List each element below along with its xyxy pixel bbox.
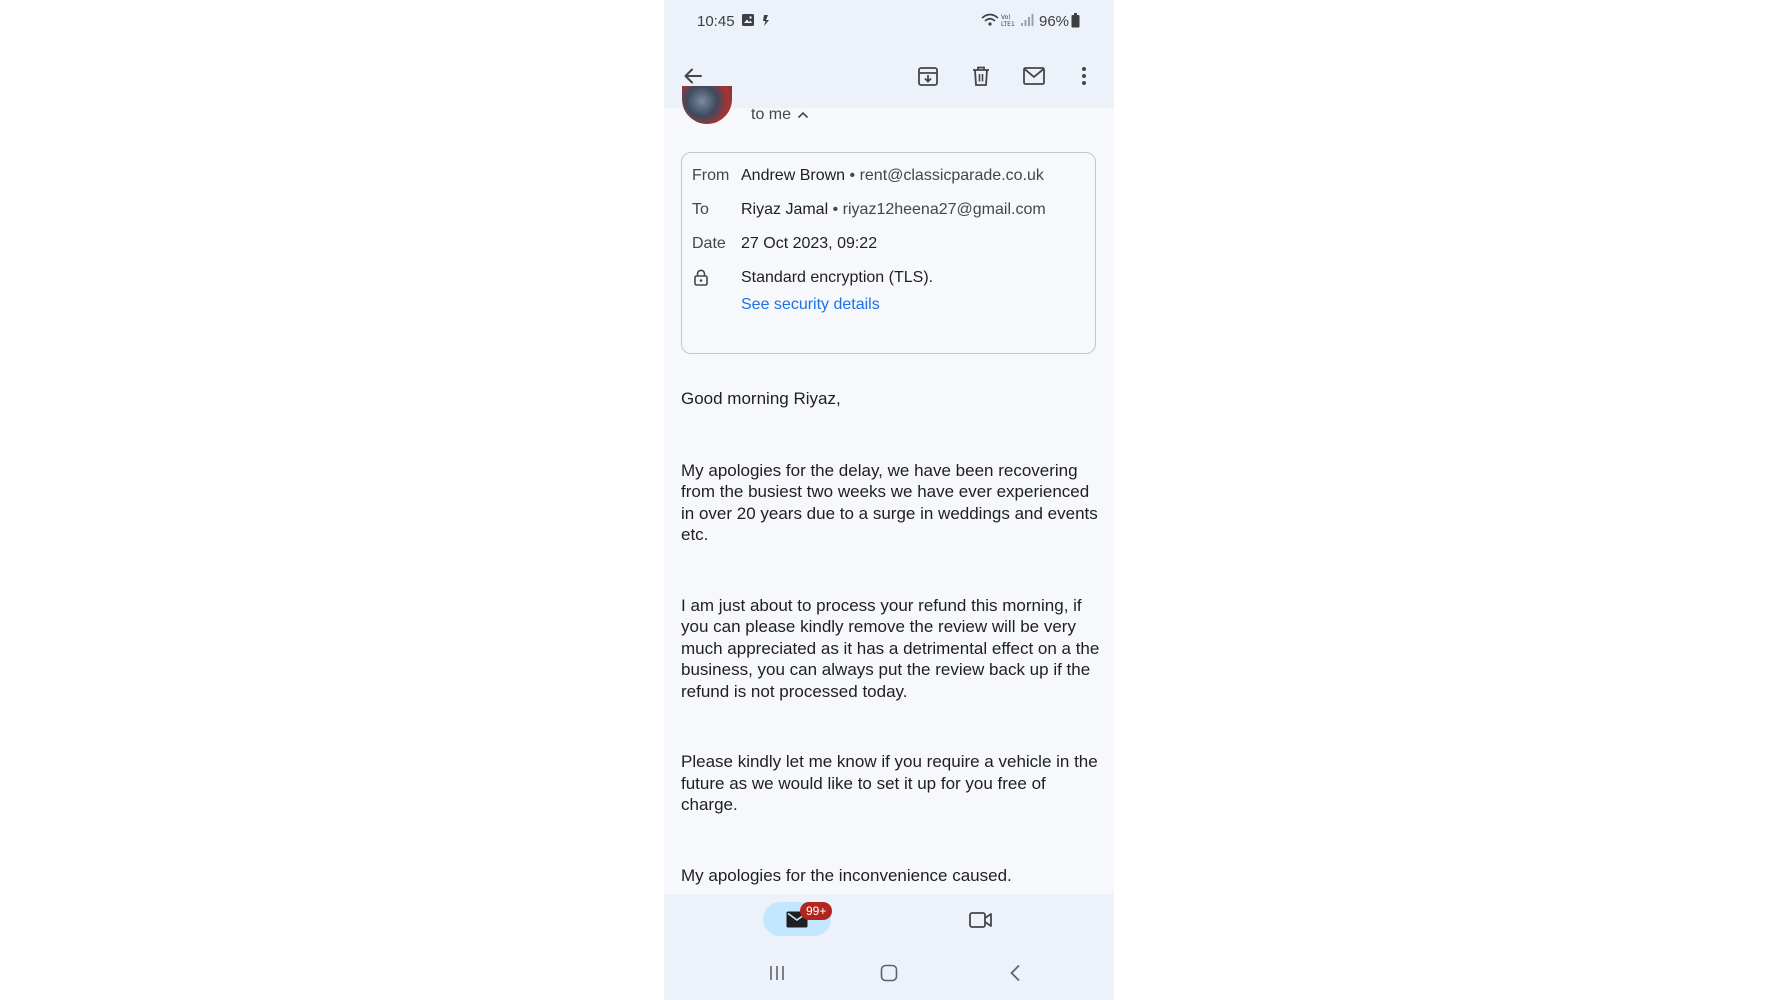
from-name: Andrew Brown xyxy=(741,167,846,184)
svg-text:LTE1: LTE1 xyxy=(1001,21,1015,27)
volte-icon xyxy=(1001,13,1017,27)
email-paragraph-4: My apologies for the inconvenience caused. xyxy=(681,865,1012,885)
notification-icon xyxy=(761,13,771,27)
to-email[interactable]: riyaz12heena27@gmail.com xyxy=(842,201,1046,218)
from-email[interactable]: rent@classicparade.co.uk xyxy=(859,167,1044,184)
mail-unread-badge: 99+ xyxy=(800,902,832,920)
mark-unread-button[interactable] xyxy=(1016,58,1052,94)
chevron-left-icon xyxy=(1009,964,1021,982)
delete-icon xyxy=(970,65,992,87)
message-details-card xyxy=(681,152,1096,354)
to-name: Riyaz Jamal xyxy=(741,201,829,218)
nav-meet-tab[interactable] xyxy=(966,906,996,934)
date-value: 27 Oct 2023, 09:22 xyxy=(741,235,878,252)
more-options-button[interactable] xyxy=(1066,58,1102,94)
to-value xyxy=(741,201,1046,219)
sender-avatar[interactable] xyxy=(682,86,732,124)
archive-icon xyxy=(917,65,939,87)
video-camera-icon xyxy=(968,910,994,930)
more-vert-icon xyxy=(1080,65,1088,87)
home-icon xyxy=(880,964,898,982)
signal-icon xyxy=(1020,13,1034,27)
svg-text:Vo): Vo) xyxy=(1001,14,1011,21)
home-button[interactable] xyxy=(874,960,904,986)
battery-percent: 96% xyxy=(1039,13,1070,30)
to-label: To xyxy=(692,201,709,218)
from-label: From xyxy=(692,167,730,184)
phone-screen xyxy=(664,0,1114,1000)
email-greeting: Good morning Riyaz, xyxy=(681,389,841,408)
battery-icon xyxy=(1071,13,1080,28)
encryption-text: Standard encryption (TLS). xyxy=(741,269,934,286)
bottom-navigation xyxy=(664,894,1114,946)
back-arrow-icon xyxy=(682,65,704,87)
see-security-details-link[interactable]: See security details xyxy=(741,296,880,313)
chevron-up-icon xyxy=(797,111,809,119)
email-body xyxy=(681,388,1101,935)
status-time: 10:45 xyxy=(697,13,735,30)
system-back-button[interactable] xyxy=(1000,960,1030,986)
mark-unread-icon xyxy=(1022,65,1046,87)
email-paragraph-3: Please kindly let me know if you require a vehicle in the future as we would like to set it up for you free of charge. xyxy=(681,752,1098,814)
archive-button[interactable] xyxy=(910,58,946,94)
email-paragraph-1: My apologies for the delay, we have been recovering from the busiest two weeks we have ever experienced in over 20 years due to a surge in weddings and events etc. xyxy=(681,460,1098,544)
wifi-icon xyxy=(981,13,999,27)
from-value xyxy=(741,167,1044,185)
date-label: Date xyxy=(692,235,726,252)
status-bar xyxy=(664,0,1114,44)
to-separator: • xyxy=(832,201,839,218)
to-me-label: to me xyxy=(751,106,792,123)
lock-icon xyxy=(694,269,708,286)
from-separator: • xyxy=(849,167,856,184)
email-paragraph-2: I am just about to process your refund this morning, if you can please kindly remove the review will be very much appreciated as it has a detrimental effect on a the business, you can always put the review back up if the refund is not processed today. xyxy=(681,595,1100,701)
recent-apps-icon xyxy=(768,965,786,981)
delete-button[interactable] xyxy=(963,58,999,94)
recent-apps-button[interactable] xyxy=(762,960,792,986)
recipients-toggle[interactable] xyxy=(751,106,809,124)
system-navigation-bar xyxy=(664,946,1114,1000)
image-icon xyxy=(741,13,755,27)
